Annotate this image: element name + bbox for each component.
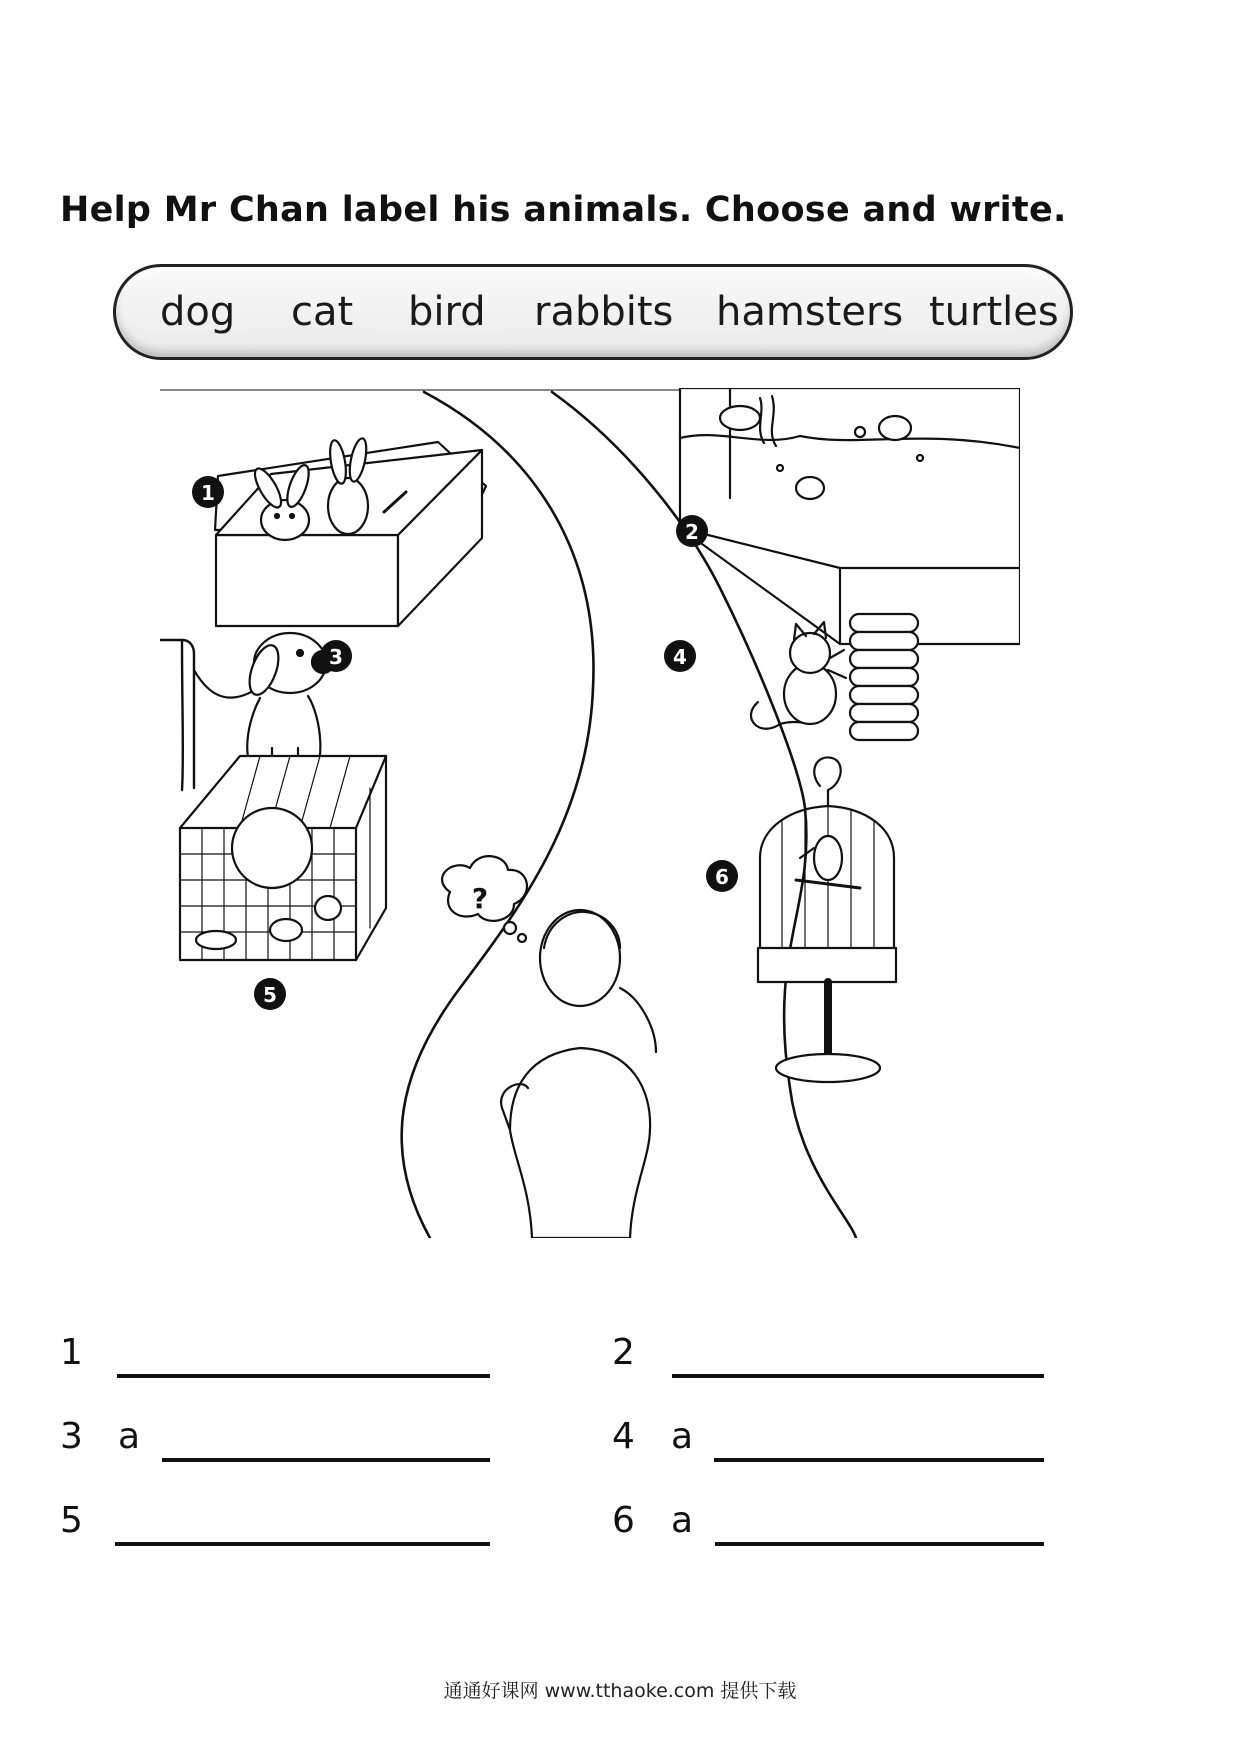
word-bank-item-dog: dog xyxy=(160,289,236,335)
word-bank-item-rabbits: rabbits xyxy=(534,289,674,335)
answer-2-number: 2 xyxy=(612,1332,635,1373)
word-bank-item-turtles: turtles xyxy=(929,289,1059,335)
answer-5-number: 5 xyxy=(60,1500,83,1541)
answer-1-number: 1 xyxy=(60,1332,83,1373)
marker-1: 1 xyxy=(201,481,215,505)
birdcage-icon xyxy=(758,757,896,1082)
word-bank-item-bird: bird xyxy=(408,289,486,335)
answer-3-article: a xyxy=(118,1416,141,1457)
marker-2: 2 xyxy=(685,520,699,544)
answer-5-blank[interactable] xyxy=(115,1542,490,1546)
instruction-heading: Help Mr Chan label his animals. Choose and write. xyxy=(60,190,1067,230)
pet-shop-illustration xyxy=(160,388,1020,1238)
marker-4: 4 xyxy=(673,645,687,669)
answer-1-blank[interactable] xyxy=(117,1374,490,1378)
hamster-cage-icon xyxy=(180,756,386,960)
answer-6-article: a xyxy=(671,1500,694,1541)
answer-3-blank[interactable] xyxy=(162,1458,490,1462)
marker-3: 3 xyxy=(329,645,343,669)
word-bank-item-cat: cat xyxy=(291,289,354,335)
answer-4-blank[interactable] xyxy=(714,1458,1044,1462)
answer-6-blank[interactable] xyxy=(715,1542,1044,1546)
turtle-tank-icon xyxy=(680,388,1020,644)
thought-question-mark: ? xyxy=(471,882,489,915)
answer-2-blank[interactable] xyxy=(672,1374,1044,1378)
rabbit-box-icon xyxy=(215,437,486,626)
answer-4-article: a xyxy=(671,1416,694,1457)
answer-3-number: 3 xyxy=(60,1416,83,1457)
answer-4-number: 4 xyxy=(612,1416,635,1457)
marker-5: 5 xyxy=(263,983,277,1007)
word-bank xyxy=(113,264,1073,360)
marker-6: 6 xyxy=(715,865,729,889)
answer-6-number: 6 xyxy=(612,1500,635,1541)
footer-source: 通通好课网 www.tthaoke.com 提供下载 xyxy=(443,1680,797,1702)
word-bank-item-hamsters: hamsters xyxy=(716,289,904,335)
